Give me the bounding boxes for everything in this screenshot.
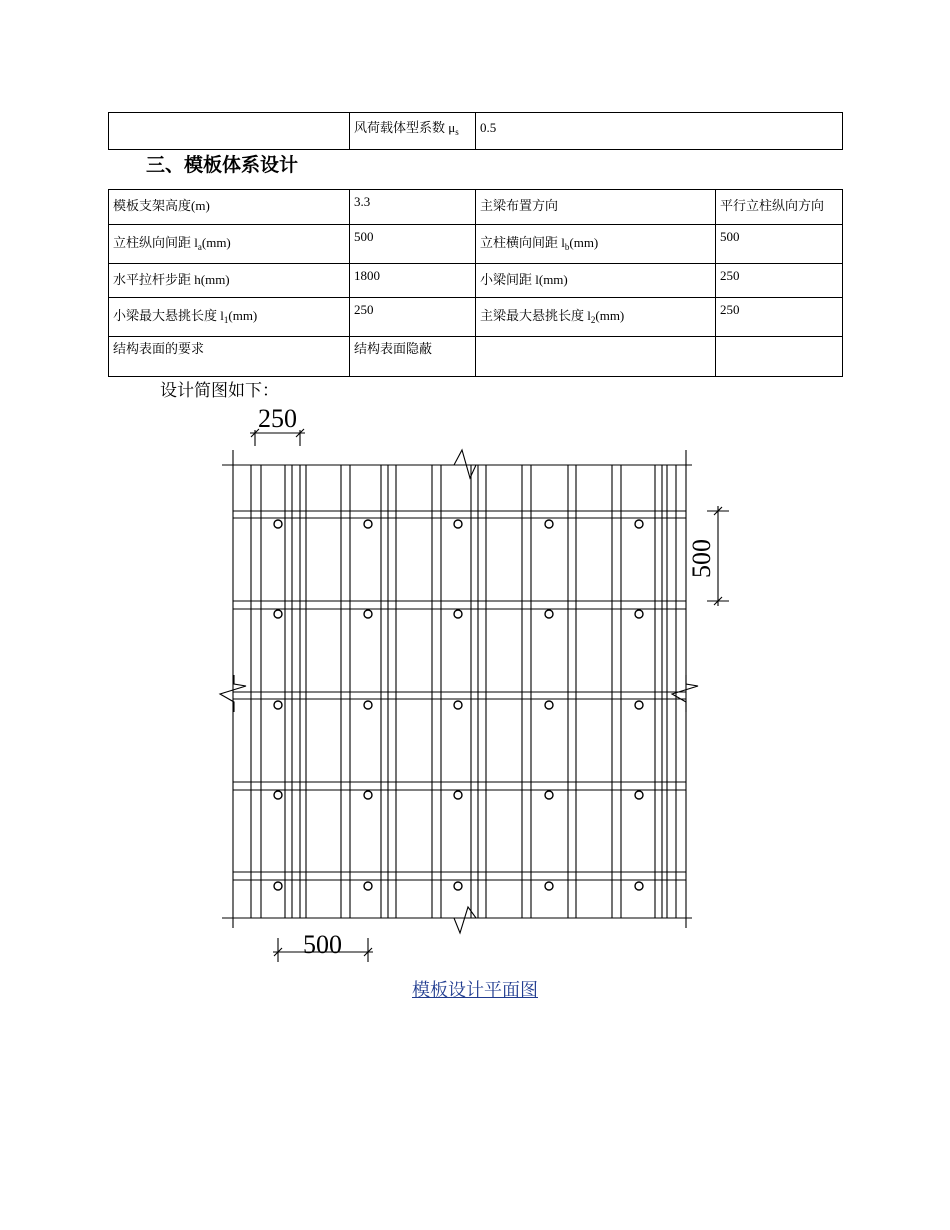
dimension-right bbox=[687, 506, 729, 606]
post-marker bbox=[364, 791, 372, 799]
table-row bbox=[109, 113, 843, 150]
post-marker bbox=[364, 882, 372, 890]
post-marker bbox=[274, 701, 282, 709]
wind-load-table bbox=[108, 112, 843, 150]
param-value: 平行立柱纵向方向 bbox=[716, 190, 843, 225]
post-marker bbox=[635, 610, 643, 618]
dimension-label-500-vertical: 500 bbox=[687, 539, 716, 578]
post-marker bbox=[545, 610, 553, 618]
dimension-label-250: 250 bbox=[258, 404, 297, 433]
param-label: 水平拉杆步距 h(mm) bbox=[109, 264, 350, 298]
dimension-label-500-horizontal: 500 bbox=[303, 930, 342, 959]
param-value: 500 bbox=[716, 225, 843, 264]
post-marker bbox=[274, 791, 282, 799]
table-row bbox=[109, 337, 843, 377]
post-marker bbox=[274, 610, 282, 618]
table-row bbox=[109, 298, 843, 337]
post-marker bbox=[545, 882, 553, 890]
param-label: 立柱纵向间距 $l_a(mm)$ bbox=[109, 225, 350, 264]
section-heading: 三、模板体系设计 bbox=[146, 154, 299, 176]
post-marker bbox=[635, 520, 643, 528]
wind-coefficient-value: 0.5 bbox=[476, 113, 843, 150]
formwork-plan-drawing bbox=[210, 400, 740, 970]
post-marker bbox=[454, 610, 462, 618]
param-label: 主梁最大悬挑长度 $l_2(mm)$ bbox=[476, 298, 716, 337]
empty-cell bbox=[109, 113, 350, 150]
param-label: 主梁布置方向 bbox=[476, 190, 716, 225]
post-marker bbox=[635, 791, 643, 799]
break-line-top bbox=[444, 450, 485, 478]
wind-coefficient-label: 风荷载体型系数 $\mu_s$ bbox=[350, 113, 476, 150]
posts bbox=[274, 520, 643, 890]
param-label: 模板支架高度(m) bbox=[109, 190, 350, 225]
param-label: 结构表面的要求 bbox=[109, 337, 350, 377]
param-value bbox=[716, 337, 843, 377]
post-marker bbox=[545, 701, 553, 709]
post-marker bbox=[454, 520, 462, 528]
post-marker bbox=[364, 610, 372, 618]
param-value: 1800 bbox=[350, 264, 476, 298]
table-row bbox=[109, 225, 843, 264]
post-marker bbox=[274, 520, 282, 528]
param-label: 小梁间距 l(mm) bbox=[476, 264, 716, 298]
table-row bbox=[109, 264, 843, 298]
post-marker bbox=[364, 701, 372, 709]
post-marker bbox=[635, 701, 643, 709]
break-line-bottom bbox=[444, 907, 485, 933]
param-label bbox=[476, 337, 716, 377]
post-marker bbox=[364, 520, 372, 528]
post-marker bbox=[545, 520, 553, 528]
figure-caption-link[interactable]: 模板设计平面图 bbox=[412, 980, 538, 1000]
param-value: 500 bbox=[350, 225, 476, 264]
formwork-parameters-table bbox=[108, 189, 843, 377]
post-marker bbox=[454, 701, 462, 709]
param-value: 3.3 bbox=[350, 190, 476, 225]
post-marker bbox=[274, 882, 282, 890]
param-value: 250 bbox=[716, 264, 843, 298]
post-marker bbox=[635, 882, 643, 890]
dimension-top bbox=[250, 404, 305, 446]
param-value: 250 bbox=[350, 298, 476, 337]
dimension-bottom bbox=[273, 930, 373, 962]
table-row bbox=[109, 190, 843, 225]
param-label: 小梁最大悬挑长度 $l_1(mm)$ bbox=[109, 298, 350, 337]
param-label: 立柱横向间距 $l_b(mm)$ bbox=[476, 225, 716, 264]
post-marker bbox=[454, 882, 462, 890]
post-marker bbox=[454, 791, 462, 799]
param-value: 250 bbox=[716, 298, 843, 337]
intro-text: 设计简图如下： bbox=[160, 381, 279, 400]
param-value: 结构表面隐蔽 bbox=[350, 337, 476, 377]
post-marker bbox=[545, 791, 553, 799]
